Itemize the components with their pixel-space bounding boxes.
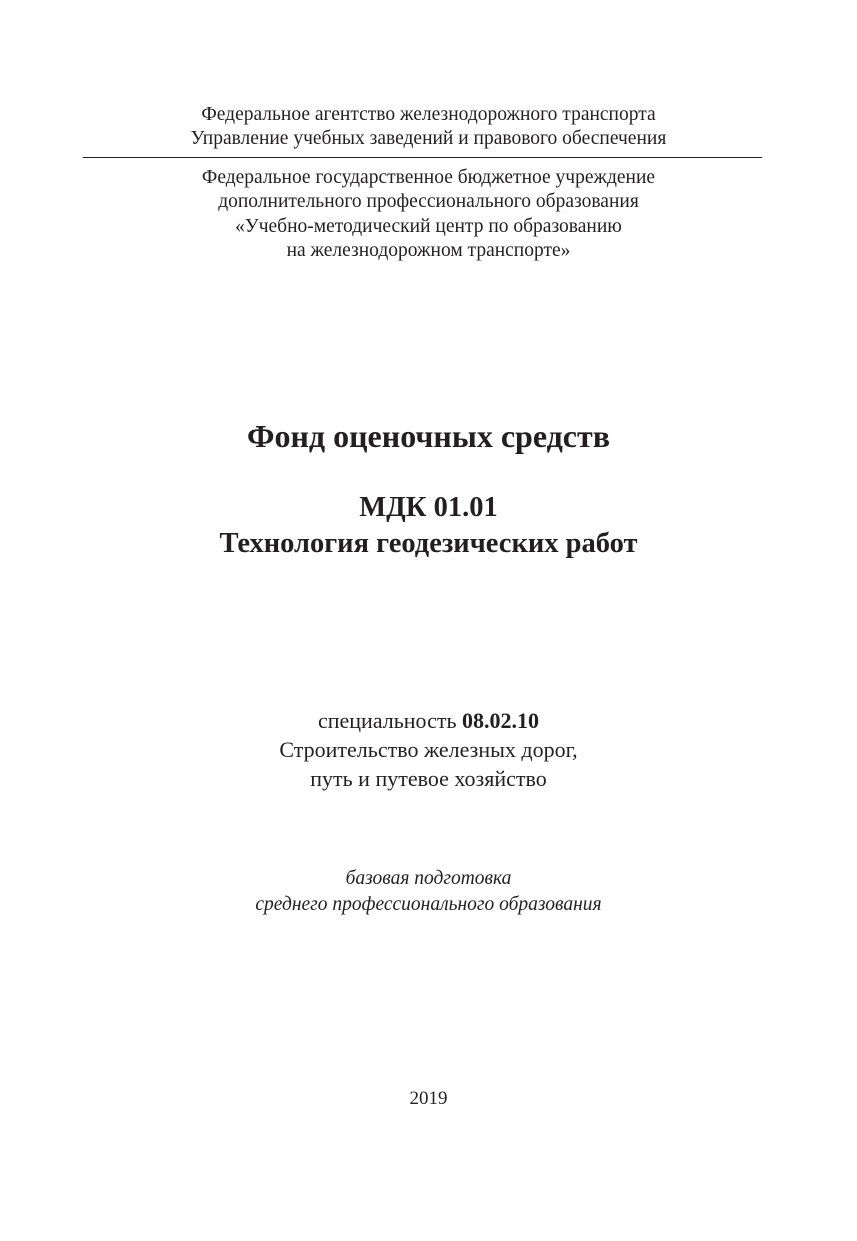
- publication-year-text: 2019: [409, 1088, 448, 1109]
- subject-block: [0, 490, 857, 562]
- education-level: [0, 866, 857, 918]
- subject-name: Технология геодезических работ: [219, 528, 638, 559]
- specialty-name-line-2: путь и путевое хозяйство: [310, 766, 547, 791]
- institution-line-3: «Учебно-методический центр по образованию: [235, 215, 622, 237]
- institution-line-2: дополнительного профессионального образования: [218, 191, 639, 213]
- education-level-line-2: среднего профессионального образования: [255, 894, 602, 915]
- specialty-line: [0, 706, 857, 735]
- institution-line-4: на железнодорожном транспорте»: [286, 239, 571, 261]
- institution-header: [0, 166, 857, 263]
- agency-department: Управление учебных заведений и правового обеспечения: [190, 128, 667, 149]
- agency-header: [0, 103, 857, 151]
- publication-year: [0, 1087, 857, 1111]
- institution-line-1: Федеральное государственное бюджетное учреждение: [201, 167, 656, 188]
- document-title-text: Фонд оценочных средств: [247, 418, 610, 454]
- header-divider: [83, 157, 762, 158]
- subject-code: МДК 01.01: [359, 492, 498, 523]
- specialty-prefix: специальность: [317, 708, 463, 733]
- specialty-name-line-1: Строительство железных дорог,: [279, 737, 578, 762]
- document-title: [0, 416, 857, 456]
- agency-name: Федеральное агентство железнодорожного транспорта: [201, 104, 656, 125]
- specialty-code: 08.02.10: [462, 708, 540, 733]
- education-level-line-1: базовая подготовка: [345, 868, 512, 889]
- specialty-block: [0, 706, 857, 793]
